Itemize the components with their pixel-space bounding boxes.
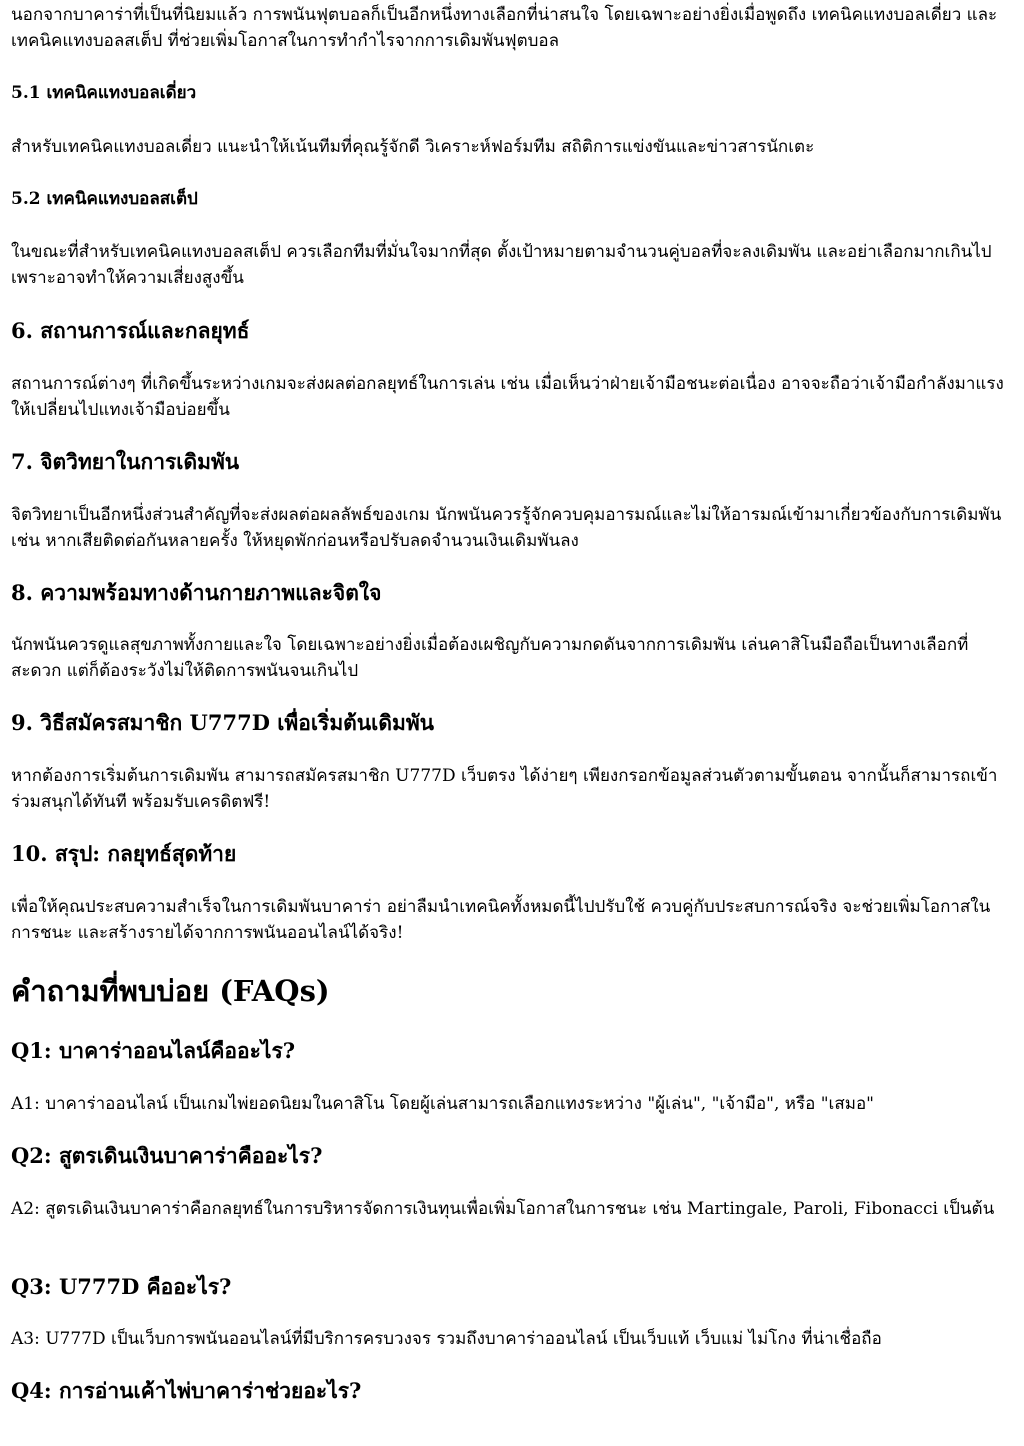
section-10-heading: 10. สรุป: กลยุทธ์สุดท้าย — [11, 841, 237, 866]
faq-title: คำถามที่พบบ่อย (FAQs) — [11, 974, 330, 1008]
faq-answer: A1: บาคาร่าออนไลน์ เป็นเกมไพ่ยอดนิยมในคาสิโน โดยผู้เล่นสามารถเลือกแทงระหว่าง "ผู้เล่น", "เจ้ามือ", หรือ "เสมอ" — [11, 1094, 874, 1114]
section-9-heading: 9. วิธีสมัครสมาชิก U777D เพื่อเริ่มต้นเดิมพัน — [11, 710, 435, 735]
faq-question: Q1: บาคาร่าออนไลน์คืออะไร? — [11, 1038, 296, 1063]
faq-question: Q2: สูตรเดินเงินบาคาร่าคืออะไร? — [11, 1143, 323, 1168]
faq-question: Q3: U777D คืออะไร? — [11, 1274, 232, 1299]
intro-paragraph: นอกจากบาคาร่าที่เป็นที่นิยมแล้ว การพนันฟุตบอลก็เป็นอีกหนึ่งทางเลือกที่น่าสนใจ โดยเฉพาะอย่างยิ่งเมื่อพูดถึง เทคนิคแทงบอลเดี่ยว และ เทคนิคแทงบอลสเต็ป ที่ช่วยเพิ่มโอกาสในการทำกำไรจากการเดิมพันฟุตบอล — [11, 5, 998, 51]
section-9-paragraph: หากต้องการเริ่มต้นการเดิมพัน สามารถสมัครสมาชิก U777D เว็บตรง ได้ง่ายๆ เพียงกรอกข้อมูลส่วนตัวตามขั้นตอน จากนั้นก็สามารถเข้าร่วมสนุกได้ทันที พร้อมรับเครดิตฟรี! — [11, 766, 998, 812]
faq-answer: A3: U777D เป็นเว็บการพนันออนไลน์ที่มีบริการครบวงจร รวมถึงบาคาร่าออนไลน์ เป็นเว็บแท้ เว็บแม่ ไม่โกง ที่น่าเชื่อถือ — [11, 1329, 882, 1349]
section-7-heading: 7. จิตวิทยาในการเดิมพัน — [11, 449, 240, 474]
section-5-2-paragraph: ในขณะที่สำหรับเทคนิคแทงบอลสเต็ป ควรเลือกทีมที่มั่นใจมากที่สุด ตั้งเป้าหมายตามจำนวนคู่บอลที่จะลงเดิมพัน และอย่าเลือกมากเกินไป เพราะอาจทำให้ความเสี่ยงสูงขึ้น — [11, 242, 992, 288]
section-8-heading: 8. ความพร้อมทางด้านกายภาพและจิตใจ — [11, 580, 382, 605]
section-7-paragraph: จิตวิทยาเป็นอีกหนึ่งส่วนสำคัญที่จะส่งผลต่อผลลัพธ์ของเกม นักพนันควรรู้จักควบคุมอารมณ์และไม่ให้อารมณ์เข้ามาเกี่ยวข้องกับการเดิมพัน เช่น หากเสียติดต่อกันหลายครั้ง ให้หยุดพักก่อนหรือปรับลดจำนวนเงินเดิมพันลง — [11, 505, 1002, 551]
section-10-paragraph: เพื่อให้คุณประสบความสำเร็จในการเดิมพันบาคาร่า อย่าลืมนำเทคนิคทั้งหมดนี้ไปปรับใช้ ควบคู่กับประสบการณ์จริง จะช่วยเพิ่มโอกาสในการชนะ และสร้างรายได้จากการพนันออนไลน์ได้จริง! — [11, 897, 991, 943]
section-5-1-heading: 5.1 เทคนิคแทงบอลเดี่ยว — [11, 83, 197, 103]
section-5-2-heading: 5.2 เทคนิคแทงบอลสเต็ป — [11, 189, 198, 209]
section-8-paragraph: นักพนันควรดูแลสุขภาพทั้งกายและใจ โดยเฉพาะอย่างยิ่งเมื่อต้องเผชิญกับความกดดันจากการเดิมพัน เล่นคาสิโนมือถือเป็นทางเลือกที่สะดวก แต่ก็ต้องระวังไม่ให้ติดการพนันจนเกินไป — [11, 635, 969, 681]
faq-question: Q4: การอ่านเค้าไพ่บาคาร่าช่วยอะไร? — [11, 1378, 362, 1403]
section-6-heading: 6. สถานการณ์และกลยุทธ์ — [11, 318, 250, 343]
section-5-1-paragraph: สำหรับเทคนิคแทงบอลเดี่ยว แนะนำให้เน้นทีมที่คุณรู้จักดี วิเคราะห์ฟอร์มทีม สถิติการแข่งขันและข่าวสารนักเตะ — [11, 137, 815, 157]
section-6-paragraph: สถานการณ์ต่างๆ ที่เกิดขึ้นระหว่างเกมจะส่งผลต่อกลยุทธ์ในการเล่น เช่น เมื่อเห็นว่าฝ่ายเจ้ามือชนะต่อเนื่อง อาจจะถือว่าเจ้ามือกำลังมาแรง ให้เปลี่ยนไปแทงเจ้ามือบ่อยขึ้น — [11, 374, 1004, 420]
faq-answer: A2: สูตรเดินเงินบาคาร่าคือกลยุทธ์ในการบริหารจัดการเงินทุนเพื่อเพิ่มโอกาสในการชนะ เช่น Martingale, Paroli, Fibonacci เป็นต้น — [11, 1199, 995, 1219]
